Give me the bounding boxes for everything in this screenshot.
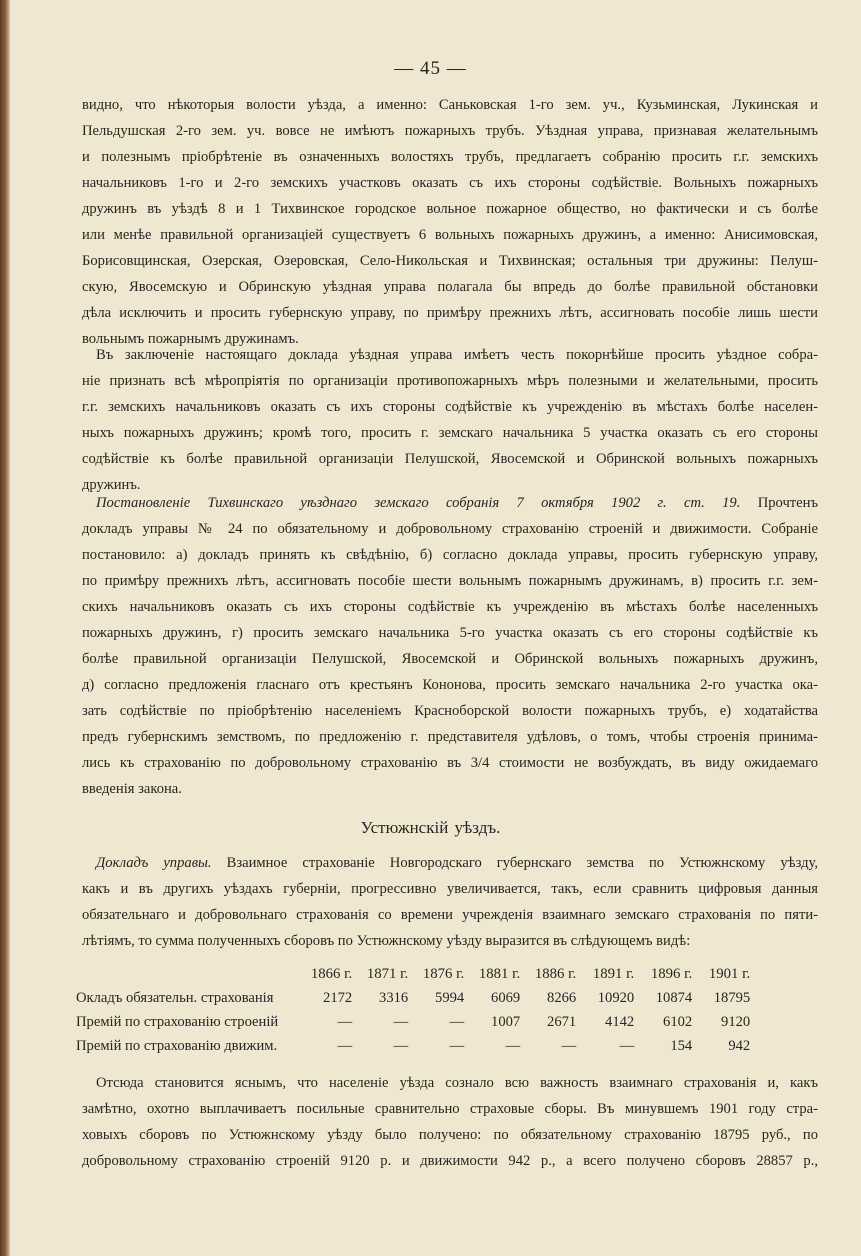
table-cell: — [561,1037,577,1054]
table-cell: — [393,1037,409,1054]
report-heading: Докладъ управы. [96,855,212,871]
header-corner [76,962,288,986]
table-cell: 5994 [435,989,465,1006]
text-line: Въ заключеніе настоящаго доклада уѣздная управа имѣетъ честь покорнѣйше просить уѣздное собра- [96,347,818,363]
text-line: дружинъ въ уѣздѣ 8 и 1 Тихвинское городское вольное пожарное общество, но фактически и съ болѣе [82,201,818,217]
text-line: добровольному страхованію строеній 9120 р. и движимости 942 р., а всего получено сборовъ 28857 р., [82,1153,818,1169]
table-cell: — [449,1013,465,1030]
text-line: скую, Явосемскую и Обринскую уѣздная управа полагала бы впредь до болѣе правильной обстановки [82,279,818,295]
section-title: Устюжнскій уѣздъ. [360,818,501,837]
text-line: видно, что нѣкоторыя волости уѣзда, а именно: Саньковская 1-го зем. уч., Кузьминская, Лукинская и [82,97,818,113]
table-cell: — [337,1013,353,1030]
text-line: содѣйствіе къ болѣе правильной организаціи Пелушской, Явосемской и Обринской вольныхъ пожарныхъ [82,451,818,467]
text-line: обязательнаго и добровольнаго страхованія со времени учрежденія взаимнаго земскаго страхованія по пяти- [82,907,818,923]
year-header: 1891 г. [592,965,635,982]
row-label: Премій по страхованію движим. [76,1037,278,1054]
resolution-body [82,516,818,802]
table-cell: 2172 [323,989,353,1006]
years-header-row [76,962,750,986]
table-cell: 3316 [379,989,409,1006]
table-cell: 8266 [547,989,577,1006]
year-header: 1871 г. [366,965,409,982]
year-header: 1881 г. [478,965,521,982]
year-header: 1876 г. [422,965,465,982]
text-line: дѣла исключить и просить губернскую управу, по примѣру прежнихъ лѣтъ, ассигновать пособіе лишь шести [82,305,818,321]
text-line: пожарныхъ дружинъ, г) просить земскаго начальника 5-го участка оказать съ его стороны содѣйствіе къ [82,625,818,641]
table-cell: 6102 [663,1013,693,1030]
paragraph-summary [82,1070,818,1174]
text-line: Пельдушская 2-го зем. уч. вовсе не имѣютъ пожарныхъ трубъ. Уѣздная управа, признавая желательнымъ [82,123,818,139]
row-label: Премій по страхованію строеній [76,1013,279,1030]
text-line: д) согласно предложенія гласнаго отъ крестьянъ Кононова, просить земскаго начальника 2-го участка ока- [82,677,818,693]
text-line: вольнымъ пожарнымъ дружинамъ. [82,331,299,347]
table-cell: 2671 [547,1013,577,1030]
text-line: дружинъ. [82,477,141,493]
text-line: ніе признать всѣ мѣропріятія по организаціи противопожарныхъ мѣръ полезными и желательными, просить [82,373,818,389]
text-line: замѣтно, охотно выплачиваетъ посильные сравнительно страховые сборы. Въ минувшемъ 1901 году стра- [82,1101,818,1117]
page-number: — 45 — [394,58,467,79]
resolution-first-line-rest: Прочтенъ [757,495,818,511]
report-first-line [82,850,818,876]
report-first-line-rest: Взаимное страхованіе Новгородскаго губернскаго земства по Устюжнскому уѣзду, [226,855,819,871]
year-header: 1886 г. [534,965,577,982]
text-line: по примѣру прежнихъ лѣтъ, ассигновать пособіе шести вольнымъ пожарнымъ дружинамъ, в) просить г.г. зем- [82,573,818,589]
table-cell: 942 [728,1037,751,1054]
text-line: Борисовщинская, Озерская, Озеровская, Село-Никольская и Тихвинская; остальныя три дружины: Пелуш- [82,253,818,269]
paragraph-board-report [82,850,818,954]
table-cell: — [619,1037,635,1054]
paragraph-fire-pumps [82,92,818,352]
text-line: введенія закона. [82,781,182,797]
text-line: Отсюда становится яснымъ, что населеніе уѣзда сознало всю важность взаимнаго страхованія и, какъ [96,1075,818,1091]
table-cell: 1007 [491,1013,521,1030]
text-line: предъ губернскимъ земствомъ, по предложенію г. представителя удѣловъ, о томъ, чтобы строенія принима- [82,729,818,745]
year-header: 1901 г. [708,965,751,982]
paragraph-conclusion [82,342,818,498]
resolution-heading: Постановленіе Тихвинскаго уѣзднаго земскаго собранія 7 октября 1902 г. ст. 19. [96,495,741,511]
text-line: зать содѣйствіе по пріобрѣтенію населеніемъ Красноборской волости пожарныхъ трубъ, е) ходатайства [82,703,818,719]
text-line: ныхъ пожарныхъ дружинъ; кромѣ того, просить г. земскаго начальника 5 участка оказать съ его стороны [82,425,818,441]
year-header: 1866 г. [310,965,353,982]
text-line: какъ и въ другихъ уѣздахъ губерніи, прогрессивно увеличивается, такъ, если сравнить цифровыя данныя [82,881,818,897]
text-line: лѣтіямъ, то сумма полученныхъ сборовъ по Устюжнскому уѣзду выразится въ слѣдующемъ видѣ: [82,933,691,949]
table-cell: 10874 [655,989,693,1006]
insurance-statistics-table [76,962,750,1058]
book-spine-edge [0,0,10,1256]
text-line: докладъ управы № 24 по обязательному и добровольному страхованію строеній и движимости. Собраніе [82,521,818,537]
text-line: ховыхъ сборовъ по Устюжнскому уѣзду было получено: по обязательному страхованію 18795 руб., по [82,1127,818,1143]
table-row [76,1010,750,1034]
table-cell: 10920 [597,989,635,1006]
text-line: г.г. земскихъ начальниковъ оказать съ ихъ стороны содѣйствіе къ учрежденію въ мѣстахъ болѣе населен- [82,399,818,415]
text-line: постановило: а) докладъ принять къ свѣдѣнію, б) согласно доклада управы, просить губернскую управу, [82,547,818,563]
row-label: Окладъ обязательн. страхованія [76,989,274,1006]
table-row [76,986,750,1010]
paragraph-resolution [82,490,818,802]
text-line: начальниковъ 1-го и 2-го земскихъ участковъ оказать съ ихъ стороны содѣйствіе. Вольныхъ пожарныхъ [82,175,818,191]
table-cell: — [337,1037,353,1054]
text-line: болѣе правильной организаціи Пелушской, Явосемской и Обринской вольныхъ пожарныхъ дружинъ, [82,651,818,667]
table-row [76,1034,750,1058]
table-cell: — [449,1037,465,1054]
table-cell: — [505,1037,521,1054]
text-line: скихъ начальниковъ оказать съ ихъ стороны содѣйствіе къ учрежденію въ мѣстахъ болѣе населенныхъ [82,599,818,615]
table-cell: 6069 [491,989,521,1006]
report-body [82,876,818,954]
text-line: и полезнымъ пріобрѣтеніе въ означенныхъ волостяхъ трубъ, предлагаетъ собранію просить г.г. земскихъ [82,149,818,165]
table-cell: — [393,1013,409,1030]
table-cell: 4142 [605,1013,635,1030]
year-header: 1896 г. [650,965,693,982]
table-cell: 18795 [713,989,751,1006]
resolution-first-line [82,490,818,516]
text-line: или менѣе правильной организаціей существуетъ 6 вольныхъ пожарныхъ дружинъ, а именно: Анисимовская, [82,227,818,243]
table-cell: 154 [670,1037,693,1054]
table-cell: 9120 [721,1013,751,1030]
text-line: лись къ страхованію по добровольному страхованію въ 3/4 стоимости не возбуждать, въ виду ожидаемаго [82,755,818,771]
